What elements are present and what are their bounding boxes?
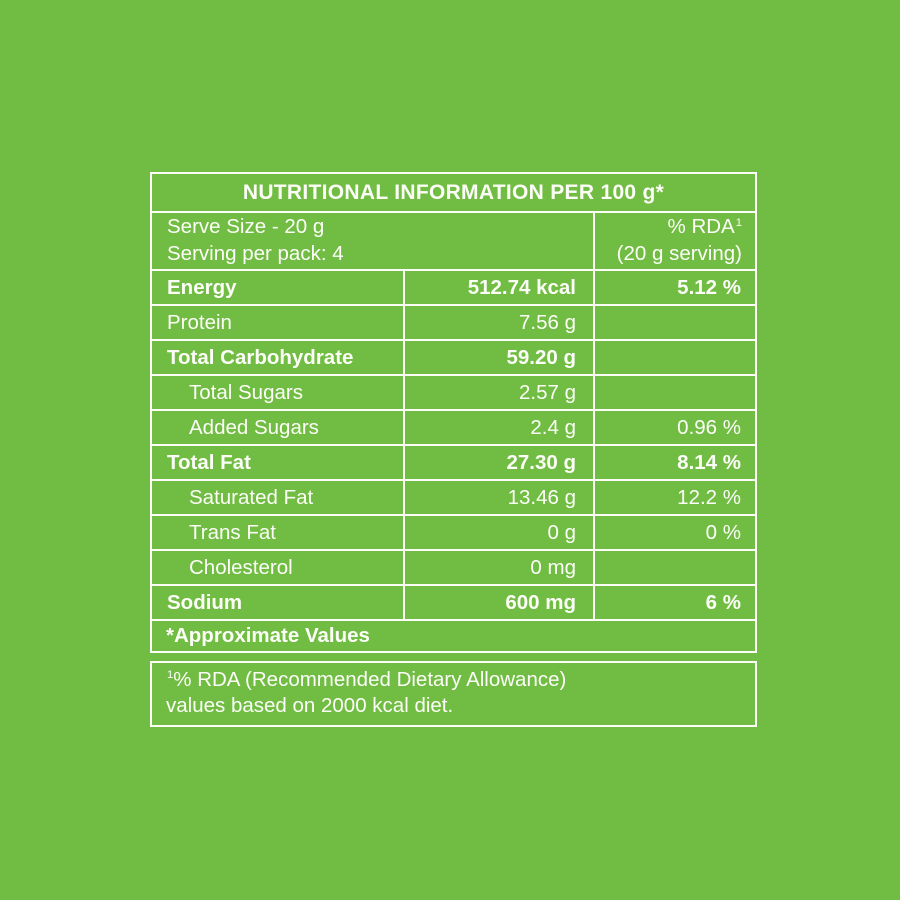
row-rda	[595, 341, 755, 374]
row-rda	[595, 376, 755, 409]
rda-superscript: 1	[735, 216, 742, 229]
table-row-saturated-fat	[152, 481, 755, 516]
rda-header-subtitle: (20 g serving)	[616, 242, 742, 265]
row-label: Total Fat	[167, 450, 251, 474]
table-row-total-carbohydrate	[152, 341, 755, 376]
serve-size-text: Serve Size - 20 g	[167, 215, 325, 239]
row-label: Total Sugars	[189, 380, 303, 404]
serving-info-cell	[152, 213, 593, 269]
row-amount: 512.74 kcal	[403, 271, 595, 304]
row-label: Trans Fat	[189, 520, 276, 544]
row-label: Protein	[167, 310, 232, 334]
row-amount: 2.4 g	[403, 411, 595, 444]
serving-per-pack-text: Serving per pack: 4	[167, 242, 344, 265]
row-rda: 0 %	[705, 520, 741, 544]
row-rda	[595, 306, 755, 339]
nutrition-table	[150, 172, 757, 653]
row-rda: 6 %	[705, 590, 741, 614]
table-header-row	[152, 213, 755, 271]
rda-footnote	[150, 661, 757, 727]
footnote-superscript: 1	[167, 669, 174, 682]
table-row-total-sugars	[152, 376, 755, 411]
row-rda: 5.12 %	[677, 275, 741, 299]
rda-header-label: % RDA$^1$	[667, 215, 742, 239]
row-label: Saturated Fat	[189, 485, 314, 509]
approximate-values-note: *Approximate Values	[166, 624, 370, 647]
row-rda: 0.96 %	[677, 415, 741, 439]
table-row-added-sugars	[152, 411, 755, 446]
row-rda: 8.14 %	[677, 450, 741, 474]
row-amount: 59.20 g	[403, 341, 595, 374]
table-row-energy	[152, 271, 755, 306]
table-row-total-fat	[152, 446, 755, 481]
table-row-protein	[152, 306, 755, 341]
row-rda: 12.2 %	[677, 485, 741, 509]
row-amount: 13.46 g	[403, 481, 595, 514]
row-label: Added Sugars	[189, 415, 319, 439]
table-title	[152, 174, 755, 213]
table-row-cholesterol	[152, 551, 755, 586]
table-title-text: NUTRITIONAL INFORMATION PER 100 g*	[242, 180, 665, 204]
table-row-sodium	[152, 586, 755, 621]
row-amount: 0 g	[403, 516, 595, 549]
footnote-line1: $^1$% RDA (Recommended Dietary Allowance)	[167, 668, 567, 691]
rda-header-cell	[593, 213, 755, 269]
row-label: Sodium	[167, 590, 243, 614]
row-label: Energy	[167, 275, 237, 299]
row-amount: 0 mg	[403, 551, 595, 584]
row-amount: 2.57 g	[403, 376, 595, 409]
row-label: Cholesterol	[189, 555, 293, 579]
footnote-line2: values based on 2000 kcal diet.	[166, 694, 454, 718]
row-rda	[595, 551, 755, 584]
row-label: Total Carbohydrate	[167, 345, 354, 369]
row-amount: 27.30 g	[403, 446, 595, 479]
row-amount: 7.56 g	[403, 306, 595, 339]
row-amount: 600 mg	[403, 586, 595, 619]
table-row-trans-fat	[152, 516, 755, 551]
